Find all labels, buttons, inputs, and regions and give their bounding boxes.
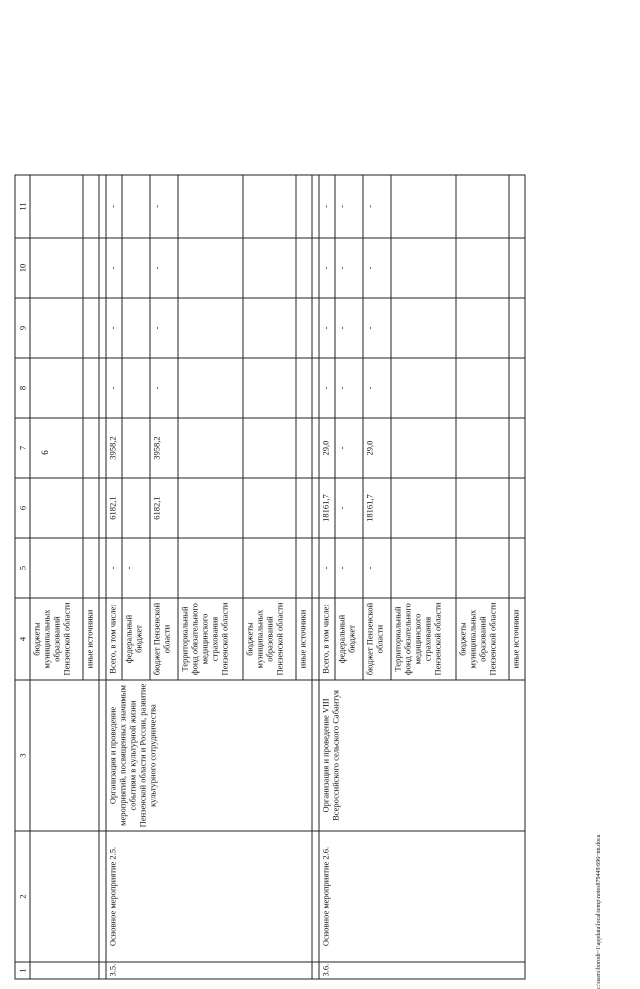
value-cell — [509, 358, 525, 418]
value-cell — [509, 418, 525, 478]
gap-cell — [312, 298, 319, 358]
gap-cell — [312, 478, 319, 538]
value-cell — [391, 238, 456, 298]
value-cell — [243, 175, 296, 238]
value-cell — [30, 175, 83, 238]
value-cell: 18161,7 — [319, 478, 335, 538]
value-cell — [509, 298, 525, 358]
table-row — [30, 175, 83, 979]
value-cell: - — [335, 238, 363, 298]
file-path-footer: c:\users\borodi~1\appdata\local\temp\notes879449\696~nn.doca — [596, 834, 602, 989]
value-cell: - — [319, 358, 335, 418]
table-row — [319, 175, 335, 979]
section-number: 3.5. — [106, 962, 312, 979]
value-cell — [456, 358, 509, 418]
value-cell — [509, 175, 525, 238]
value-cell — [30, 418, 83, 478]
gap-cell — [99, 298, 106, 358]
value-cell — [243, 538, 296, 598]
value-cell — [178, 175, 243, 238]
gap-cell — [312, 598, 319, 680]
value-cell: - — [363, 538, 391, 598]
gap-cell — [99, 358, 106, 418]
value-cell: - — [335, 358, 363, 418]
value-cell — [509, 538, 525, 598]
gap-cell — [99, 962, 106, 979]
value-cell: 29,0 — [363, 418, 391, 478]
gap-cell — [312, 831, 319, 962]
value-cell: 3958,2 — [106, 418, 122, 478]
value-cell: - — [363, 238, 391, 298]
source-cell: Территориальный фонд обязательного медицинского страхования Пензенской области — [178, 598, 243, 680]
value-cell — [296, 478, 312, 538]
value-cell — [122, 298, 150, 358]
source-cell: иные источники — [83, 598, 99, 680]
value-cell: - — [106, 298, 122, 358]
value-cell — [30, 358, 83, 418]
value-cell — [243, 238, 296, 298]
gap-cell — [312, 358, 319, 418]
value-cell — [30, 538, 83, 598]
header-cell: 7 — [15, 418, 30, 478]
value-cell — [243, 298, 296, 358]
value-cell — [243, 418, 296, 478]
value-cell: - — [150, 175, 178, 238]
source-cell: бюджеты муниципальных образований Пензенской области — [243, 598, 296, 680]
budget-table — [15, 175, 526, 980]
value-cell — [178, 418, 243, 478]
event-name: Основное мероприятие 2.5. — [106, 831, 312, 962]
budget-table-container — [15, 176, 526, 980]
value-cell — [391, 175, 456, 238]
value-cell — [296, 238, 312, 298]
value-cell — [122, 358, 150, 418]
value-cell — [83, 418, 99, 478]
table-row — [106, 175, 122, 979]
header-cell: 1 — [15, 962, 30, 979]
source-cell: федеральный бюджет — [335, 598, 363, 680]
header-cell: 9 — [15, 298, 30, 358]
value-cell — [122, 418, 150, 478]
source-cell: бюджеты муниципальных образований Пензенской области — [30, 598, 83, 680]
source-cell: бюджет Пензенской области — [150, 598, 178, 680]
value-cell: - — [122, 538, 150, 598]
header-cell: 11 — [15, 175, 30, 238]
description-cell — [30, 680, 99, 831]
header-cell: 3 — [15, 680, 30, 831]
section-gap — [99, 175, 106, 979]
section-number: 3.6. — [319, 962, 525, 979]
value-cell — [83, 298, 99, 358]
value-cell — [296, 538, 312, 598]
value-cell — [83, 238, 99, 298]
header-cell: 5 — [15, 538, 30, 598]
header-cell: 2 — [15, 831, 30, 962]
value-cell: - — [106, 238, 122, 298]
value-cell: - — [319, 538, 335, 598]
event-cell — [30, 831, 99, 962]
value-cell: 6182,1 — [106, 478, 122, 538]
value-cell — [296, 358, 312, 418]
num-cell — [30, 962, 99, 979]
value-cell — [456, 538, 509, 598]
header-row — [15, 175, 30, 979]
value-cell — [150, 538, 178, 598]
value-cell: - — [335, 298, 363, 358]
gap-cell — [312, 538, 319, 598]
value-cell: - — [150, 298, 178, 358]
value-cell: 6182,1 — [150, 478, 178, 538]
value-cell — [391, 298, 456, 358]
value-cell: - — [150, 358, 178, 418]
source-cell: иные источники — [509, 598, 525, 680]
header-cell: 6 — [15, 478, 30, 538]
value-cell — [83, 358, 99, 418]
value-cell — [178, 298, 243, 358]
value-cell — [391, 538, 456, 598]
gap-cell — [99, 175, 106, 238]
value-cell: 18161,7 — [363, 478, 391, 538]
value-cell: - — [150, 238, 178, 298]
value-cell: - — [363, 175, 391, 238]
gap-cell — [99, 598, 106, 680]
value-cell — [178, 538, 243, 598]
value-cell — [122, 175, 150, 238]
value-cell — [296, 175, 312, 238]
value-cell — [456, 298, 509, 358]
value-cell — [391, 418, 456, 478]
value-cell — [83, 478, 99, 538]
value-cell: - — [106, 538, 122, 598]
value-cell — [296, 418, 312, 478]
header-cell: 4 — [15, 598, 30, 680]
value-cell — [456, 478, 509, 538]
value-cell — [509, 478, 525, 538]
value-cell: - — [106, 175, 122, 238]
value-cell — [122, 238, 150, 298]
value-cell — [509, 238, 525, 298]
header-cell: 8 — [15, 358, 30, 418]
source-cell: Территориальный фонд обязательного медицинского страхования Пензенской области — [391, 598, 456, 680]
value-cell — [391, 358, 456, 418]
value-cell: - — [319, 175, 335, 238]
header-cell: 10 — [15, 238, 30, 298]
value-cell: - — [335, 538, 363, 598]
gap-cell — [99, 478, 106, 538]
value-cell: - — [335, 478, 363, 538]
gap-cell — [99, 418, 106, 478]
value-cell: - — [319, 298, 335, 358]
value-cell — [30, 298, 83, 358]
value-cell — [122, 478, 150, 538]
source-cell: бюджеты муниципальных образований Пензенской области — [456, 598, 509, 680]
gap-cell — [312, 175, 319, 238]
event-description: Организация и проведение мероприятий, посвященных значимым событиям в культурной жизни Пензенской области и России, развитие культурного сотрудничества — [106, 680, 312, 831]
source-cell: федеральный бюджет — [122, 598, 150, 680]
gap-cell — [312, 680, 319, 831]
event-name: Основное мероприятие 2.6. — [319, 831, 525, 962]
page-number: 6 — [40, 450, 50, 455]
value-cell: - — [363, 358, 391, 418]
gap-cell — [312, 962, 319, 979]
event-description: Организация и проведение VIII Всероссийского сельского Сабантуя — [319, 680, 525, 831]
value-cell: 29,0 — [319, 418, 335, 478]
value-cell — [456, 418, 509, 478]
gap-cell — [99, 538, 106, 598]
value-cell — [83, 175, 99, 238]
value-cell — [456, 238, 509, 298]
section-gap — [312, 175, 319, 979]
value-cell: - — [319, 238, 335, 298]
value-cell — [178, 358, 243, 418]
value-cell — [456, 175, 509, 238]
value-cell — [30, 478, 83, 538]
value-cell: - — [335, 418, 363, 478]
gap-cell — [99, 831, 106, 962]
gap-cell — [99, 680, 106, 831]
value-cell — [30, 238, 83, 298]
source-cell: бюджет Пензенской области — [363, 598, 391, 680]
gap-cell — [312, 238, 319, 298]
value-cell — [296, 298, 312, 358]
source-cell: Всего, в том числе: — [319, 598, 335, 680]
source-cell: Всего, в том числе: — [106, 598, 122, 680]
value-cell — [243, 358, 296, 418]
value-cell: 3958,2 — [150, 418, 178, 478]
source-cell: иные источники — [296, 598, 312, 680]
value-cell — [83, 538, 99, 598]
value-cell: - — [335, 175, 363, 238]
gap-cell — [99, 238, 106, 298]
value-cell — [178, 478, 243, 538]
value-cell — [243, 478, 296, 538]
value-cell — [178, 238, 243, 298]
gap-cell — [312, 418, 319, 478]
value-cell — [391, 478, 456, 538]
value-cell: - — [106, 358, 122, 418]
value-cell: - — [363, 298, 391, 358]
